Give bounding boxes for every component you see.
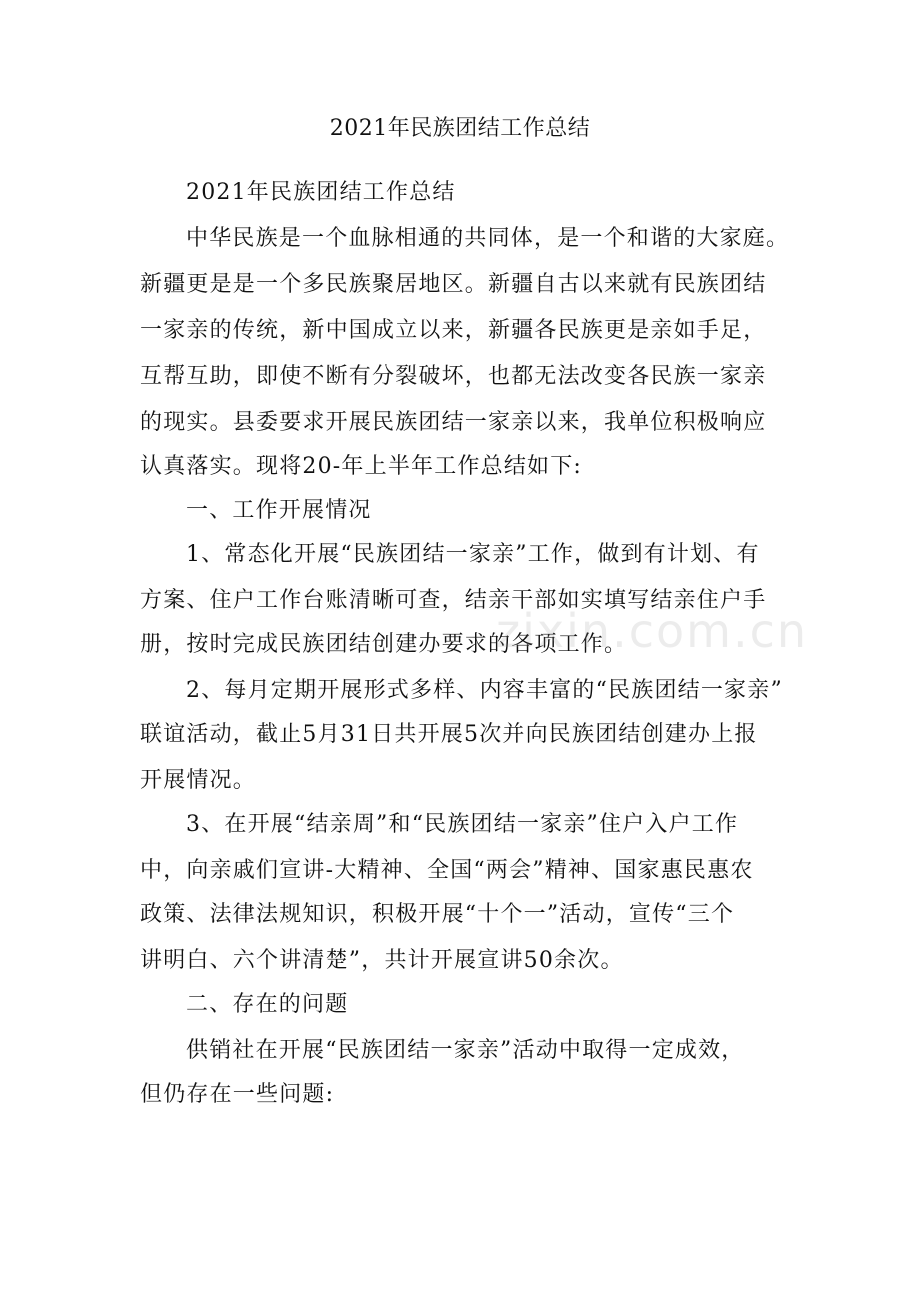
item-1-line-1: 1、常态化开展“民族团结一家亲”工作，做到有计划、有: [186, 542, 760, 567]
problems-line-2: 但仍存在一些问题:: [140, 1082, 335, 1107]
document-title: 2021年民族团结工作总结: [329, 116, 591, 141]
problems-line-1: 供销社在开展“民族团结一家亲”活动中取得一定成效，: [186, 1038, 745, 1063]
paragraph-line-4: 互帮互助，即使不断有分裂破坏，也都无法改变各民族一家亲: [140, 364, 767, 389]
item-1-line-3: 册，按时完成民族团结创建办要求的各项工作。: [140, 632, 628, 657]
item-1-line-2: 方案、住户工作台账清晰可查，结亲干部如实填写结亲住户手: [140, 588, 767, 613]
item-2-line-2: 联谊活动，截止5月31日共开展5次并向民族团结创建办上报: [140, 722, 758, 747]
paragraph-line-3: 一家亲的传统，新中国成立以来，新疆各民族更是亲如手足，: [140, 318, 767, 343]
item-2-line-3: 开展情况。: [140, 768, 257, 793]
paragraph-line-2: 新疆更是是一个多民族聚居地区。新疆自古以来就有民族团结: [140, 272, 767, 297]
item-3-line-3: 政策、法律法规知识，积极开展“十个一”活动，宣传“三个: [140, 902, 735, 927]
section-heading-1: 一、工作开展情况: [186, 498, 372, 523]
item-3-line-2: 中，向亲戚们宣讲-大精神、全国“两会”精神、国家惠民惠农: [140, 858, 754, 883]
document-subtitle: 2021年民族团结工作总结: [186, 180, 456, 205]
section-heading-2: 二、存在的问题: [186, 992, 349, 1017]
item-2-line-1: 2、每月定期开展形式多样、内容丰富的“民族团结一家亲”: [186, 678, 783, 703]
item-3-line-1: 3、在开展“结亲周”和“民族团结一家亲”住户入户工作: [186, 812, 739, 837]
paragraph-line-6: 认真落实。现将20-年上半年工作总结如下:: [140, 454, 583, 479]
watermark-text: zixin.com.cn: [496, 604, 809, 658]
paragraph-line-5: 的现实。县委要求开展民族团结一家亲以来，我单位积极响应: [140, 410, 767, 435]
paragraph-line-1: 中华民族是一个血脉相通的共同体，是一个和谐的大家庭。: [186, 226, 790, 251]
item-3-line-4: 讲明白、六个讲清楚”，共计开展宣讲50余次。: [140, 948, 624, 973]
